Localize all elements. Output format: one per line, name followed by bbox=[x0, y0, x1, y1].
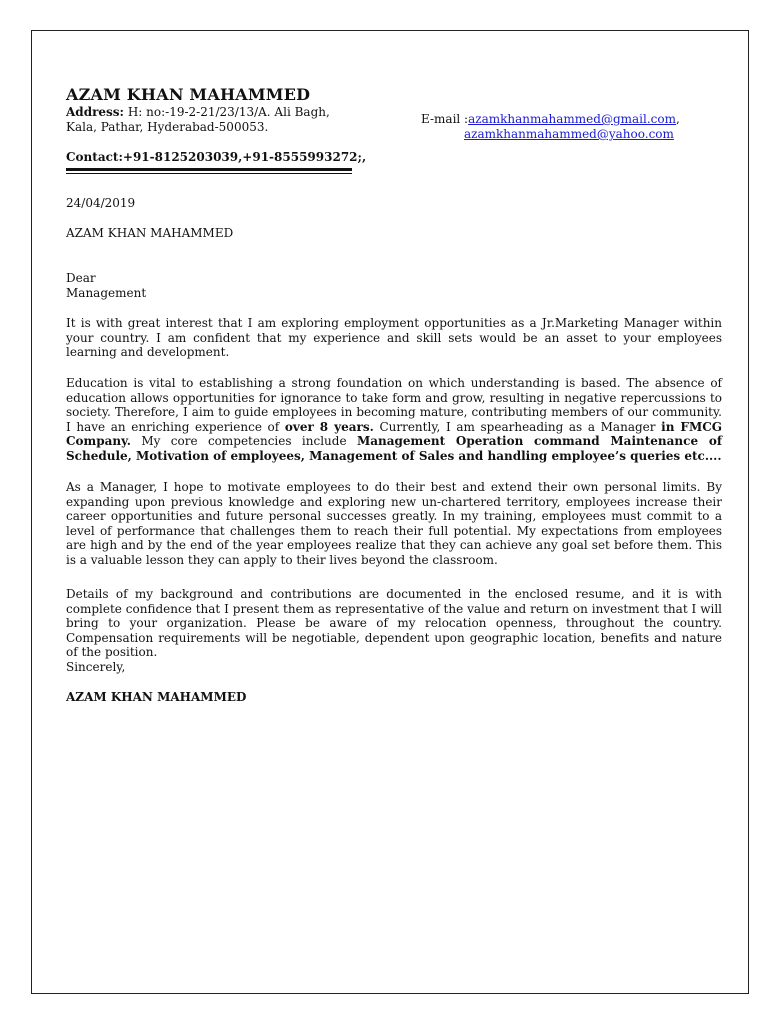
contact-line bbox=[66, 150, 366, 164]
current-company: in FMCG Company. bbox=[66, 419, 723, 449]
email-row-2 bbox=[421, 127, 680, 142]
applicant-name-heading: AZAM KHAN MAHAMMED bbox=[66, 85, 311, 104]
signature-name: AZAM KHAN MAHAMMED bbox=[66, 690, 247, 704]
paragraph-background: Details of my background and contributions are documented in the enclosed resume, and it is with complete confidence that I present them as representative of the value and return on investment that I will bring to your organization. Please be aware of my relocation openness, throughout the country. Compensation requirements will be negotiable, dependent upon geographic location, benefits and nature of the position. bbox=[66, 587, 722, 660]
email-separator: , bbox=[676, 112, 680, 126]
experience-years: over 8 years. bbox=[284, 419, 374, 434]
header-divider-thin bbox=[66, 173, 352, 174]
paragraph-motivation: As a Manager, I hope to motivate employees to do their best and extend their own personal limits. By expanding upon previous knowledge and exploring new un-chartered territory, employees increase their career opportunities and future personal successes greatly. In my training, employees must commit to a level of performance that challenges them to reach their full potential. My expectations from employees are high and by the end of the year employees realize that they can achieve any goal set before them. This is a valuable lesson they can apply to their lives beyond the classroom. bbox=[66, 480, 722, 567]
address-line-2: Kala, Pathar, Hyderabad-500053. bbox=[66, 120, 269, 134]
letter-date: 24/04/2019 bbox=[66, 196, 136, 210]
contact-label: Contact: bbox=[66, 150, 123, 164]
core-competencies: Management Operation command Maintenance of Schedule, Motivation of employees, Management of Sales and handling employee’s queries etc.... bbox=[66, 434, 723, 463]
email-link-yahoo[interactable]: azamkhanmahammed@yahoo.com bbox=[464, 127, 674, 141]
salutation-line-1: Dear bbox=[66, 271, 96, 285]
email-label: E-mail : bbox=[421, 112, 469, 126]
email-block bbox=[421, 112, 680, 142]
closing: Sincerely, bbox=[66, 660, 126, 674]
recipient-name: AZAM KHAN MAHAMMED bbox=[66, 226, 234, 240]
paragraph-experience-text-2: Currently, I am spearheading as a Manager bbox=[373, 419, 662, 434]
address-label: Address: bbox=[66, 105, 124, 119]
paragraph-experience-text-1: Education is vital to establishing a strong foundation on which understanding is based. The absence of education allows opportunities for ignorance to take form and grow, resulting in negative repercussions to society. Therefore, I aim to guide employees in becoming mature, contributing members of our community. I have an enriching experience of bbox=[66, 376, 722, 434]
header-divider-thick bbox=[66, 168, 352, 171]
salutation-line-2: Management bbox=[66, 286, 147, 300]
paragraph-experience bbox=[66, 376, 722, 464]
email-row-1 bbox=[421, 112, 680, 127]
address-block bbox=[66, 105, 356, 135]
address-line-1: H: no:-19-2-21/23/13/A. Ali Bagh, bbox=[124, 105, 330, 119]
paragraph-experience-text-3: My core competencies include bbox=[130, 434, 357, 449]
paragraph-introduction: It is with great interest that I am exploring employment opportunities as a Jr.Marketing Manager within your country. I am confident that my experience and skill sets would be an asset to your employees learning and development. bbox=[66, 316, 722, 360]
salutation bbox=[66, 271, 146, 301]
contact-value: +91-8125203039,+91-8555993272;, bbox=[122, 150, 367, 164]
email-link-gmail[interactable]: azamkhanmahammed@gmail.com bbox=[468, 112, 676, 126]
